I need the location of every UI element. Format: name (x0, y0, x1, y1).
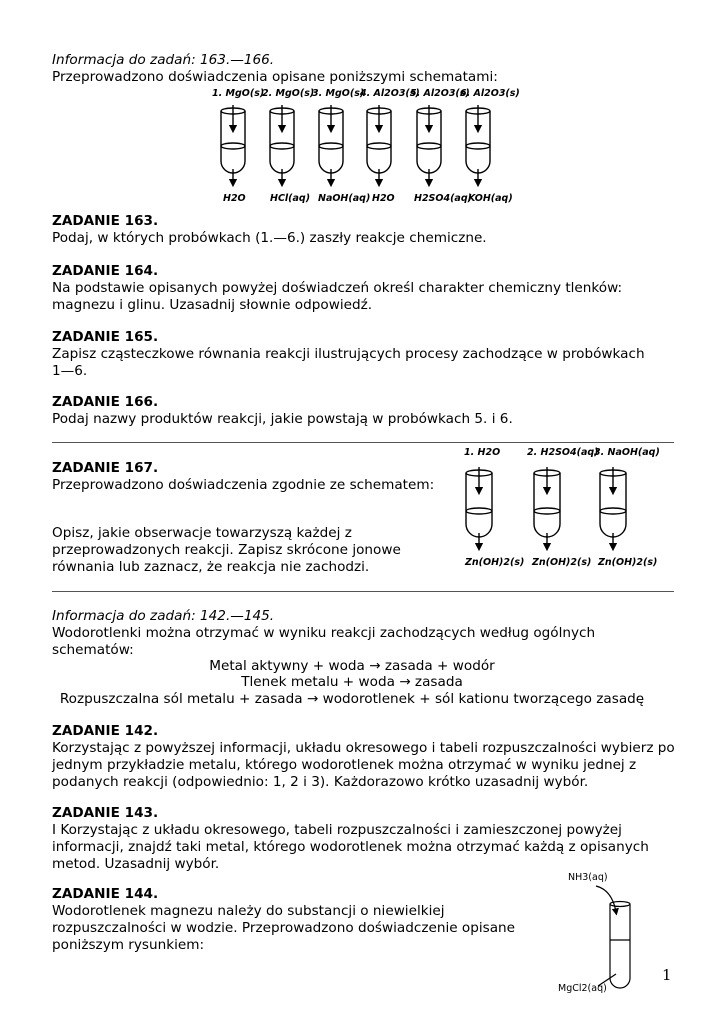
task-142-title: ZADANIE 142. (52, 723, 159, 739)
tube-label-top: 2. H2SO4(aq) (527, 447, 599, 458)
task-142-text: jednym przykładzie metalu, którego wodorotlenek można otrzymać w wyniku jednej z (52, 757, 637, 773)
task-167-text: przeprowadzonych reakcji. Zapisz skrócone jonowe (52, 542, 401, 558)
test-tube (466, 105, 490, 183)
tube-label-bottom: H2O (372, 193, 395, 204)
task-164-text: Na podstawie opisanych powyżej doświadczeń określ charakter chemiczny tlenków: (52, 280, 623, 296)
liquid-surface (417, 143, 441, 149)
task-167-text: Przeprowadzono doświadczenia zgodnie ze schematem: (52, 477, 435, 493)
tube-label-top: 1. H2O (464, 447, 501, 458)
tube-label-top: 2. MgO(s) (262, 88, 315, 99)
task-144-text: poniższym rysunkiem: (52, 937, 205, 953)
task-167-text: równania lub zaznacz, że reakcja nie zachodzi. (52, 559, 370, 575)
task-167-text: Opisz, jakie obserwacje towarzyszą każdej z (52, 525, 352, 541)
tube-label-bottom: H2SO4(aq) (414, 193, 472, 204)
tube-label-bottom: Zn(OH)2(s) (465, 557, 525, 568)
task-143-text: informacji, znajdź taki metal, którego wodorotlenek można otrzymać każdą z opisanych (52, 839, 649, 855)
task-164-title: ZADANIE 164. (52, 263, 159, 279)
test-tube (319, 105, 343, 183)
test-tube (221, 105, 245, 183)
task-144-text: Wodorotlenek magnezu należy do substancji o niewielkiej (52, 903, 445, 919)
task-142-text: Korzystając z powyższej informacji, układu okresowego i tabeli rozpuszczalności wybierz po (52, 740, 675, 756)
tube-label-top: 4. Al2O3(s) (360, 88, 420, 99)
tube-label-top: NH3(aq) (568, 872, 608, 883)
liquid-surface (466, 508, 492, 514)
pointer-line (598, 974, 616, 986)
liquid-surface (367, 143, 391, 149)
tube-label-bottom: HCl(aq) (270, 193, 311, 204)
liquid-surface (221, 143, 245, 149)
page-number: 1 (662, 966, 672, 984)
test-tube (596, 886, 630, 988)
reaction-scheme-3: Rozpuszczalna sól metalu + zasada → wodorotlenek + sól kationu tworzącego zasadę (59, 691, 645, 707)
tube-label-top: 3. NaOH(aq) (594, 447, 660, 458)
reaction-scheme-2: Tlenek metalu + woda → zasada (241, 674, 463, 690)
tube-label-top: 3. MgO(s) (312, 88, 365, 99)
test-tube (534, 467, 560, 547)
tube-label-bottom: Zn(OH)2(s) (532, 557, 592, 568)
task-143-text: metod. Uzasadnij wybór. (52, 856, 220, 872)
test-tube (367, 105, 391, 183)
intro-text: schematów: (52, 642, 134, 658)
liquid-surface (600, 508, 626, 514)
test-tube (417, 105, 441, 183)
tube-label-bottom: NaOH(aq) (318, 193, 371, 204)
task-143-title: ZADANIE 143. (52, 805, 159, 821)
liquid-surface (466, 143, 490, 149)
task-167-title: ZADANIE 167. (52, 460, 159, 476)
intro-text: Wodorotlenki można otrzymać w wyniku reakcji zachodzących według ogólnych (52, 625, 596, 641)
task-163-title: ZADANIE 163. (52, 213, 159, 229)
test-tube (600, 467, 626, 547)
tube-label-bottom: H2O (223, 193, 246, 204)
task-163-text: Podaj, w których probówkach (1.—6.) zaszły reakcje chemiczne. (52, 230, 487, 246)
reaction-scheme-1: Metal aktywny + woda → zasada + wodór (209, 658, 495, 674)
task-144-title: ZADANIE 144. (52, 886, 159, 902)
intro-text: Przeprowadzono doświadczenia opisane poniższymi schematami: (52, 69, 498, 85)
tube-label-top: 6. Al2O3(s) (460, 88, 520, 99)
task-165-title: ZADANIE 165. (52, 329, 159, 345)
tube-label-bottom: MgCl2(aq) (558, 983, 607, 994)
info-header-142-145: Informacja do zadań: 142.—145. (52, 608, 275, 624)
info-header-163-166: Informacja do zadań: 163.—166. (52, 52, 275, 68)
liquid-surface (319, 143, 343, 149)
task-165-text: Zapisz cząsteczkowe równania reakcji ilustrujących procesy zachodzące w probówkach (52, 346, 645, 362)
liquid-surface (534, 508, 560, 514)
task-142-text: podanych reakcji (odpowiednio: 1, 2 i 3). Każdorazowo krótko uzasadnij wybór. (52, 774, 589, 790)
test-tube (466, 467, 492, 547)
tube-label-bottom: KOH(aq) (468, 193, 513, 204)
arrow-icon (596, 886, 616, 912)
task-164-text: magnezu i glinu. Uzasadnij słownie odpowiedź. (52, 297, 373, 313)
tube-label-bottom: Zn(OH)2(s) (598, 557, 658, 568)
task-143-text: I Korzystając z układu okresowego, tabeli rozpuszczalności i zamieszczonej powyżej (52, 822, 622, 838)
test-tube (270, 105, 294, 183)
tube-label-top: 5. Al2O3(s) (410, 88, 470, 99)
tube-label-top: 1. MgO(s) (212, 88, 265, 99)
task-166-text: Podaj nazwy produktów reakcji, jakie powstają w probówkach 5. i 6. (52, 411, 513, 427)
task-144-text: rozpuszczalności w wodzie. Przeprowadzono doświadczenie opisane (52, 920, 516, 936)
liquid-surface (270, 143, 294, 149)
task-166-title: ZADANIE 166. (52, 394, 159, 410)
task-165-text: 1—6. (52, 363, 88, 379)
